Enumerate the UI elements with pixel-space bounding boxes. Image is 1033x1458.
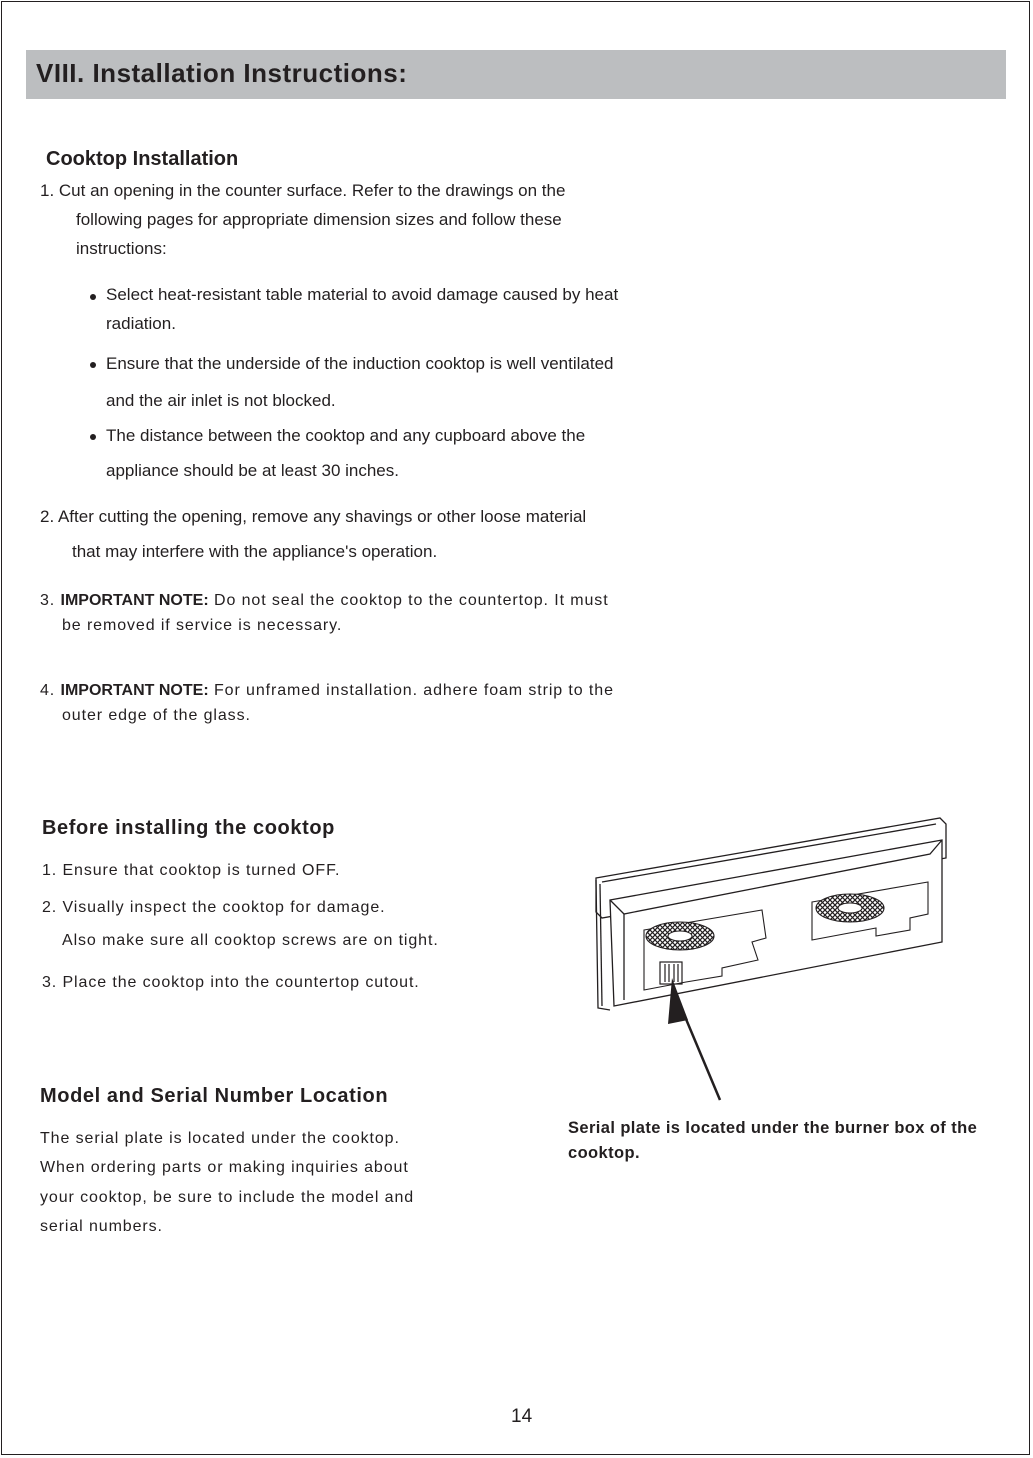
section-title: VIII. Installation Instructions: xyxy=(36,58,408,88)
before-item-3: 3. Place the cooktop into the countertop cutout. xyxy=(42,974,420,991)
step-1-line-2: following pages for appropriate dimension sizes and follow these xyxy=(76,210,562,229)
before-item-2: 2. Visually inspect the cooktop for damage. xyxy=(42,899,386,916)
cooktop-installation-heading: Cooktop Installation xyxy=(46,148,239,170)
model-serial-heading: Model and Serial Number Location xyxy=(40,1085,389,1107)
step-3-text: Do not seal the cooktop to the countertop. It must xyxy=(208,592,609,609)
bullet-icon xyxy=(90,362,96,368)
bullet-3-line-2: appliance should be at least 30 inches. xyxy=(106,461,399,480)
step-3-line-1 xyxy=(40,592,609,610)
step-3-important-label: IMPORTANT NOTE: xyxy=(60,592,209,609)
bullet-1-line-1: Select heat-resistant table material to avoid damage caused by heat xyxy=(106,285,619,304)
bullet-2-line-2: and the air inlet is not blocked. xyxy=(106,391,336,410)
step-1-line-3: instructions: xyxy=(76,239,167,258)
step-4-text: For unframed installation. adhere foam strip to the xyxy=(208,682,614,699)
step-3-number: 3. xyxy=(40,592,56,609)
cooktop-underside-illustration xyxy=(580,810,960,1110)
model-serial-line-3: your cooktop, be sure to include the model and xyxy=(40,1189,415,1206)
step-4-number: 4. xyxy=(40,682,56,699)
model-serial-line-2: When ordering parts or making inquiries about xyxy=(40,1159,409,1176)
section-header-bar xyxy=(26,50,1006,99)
before-item-2-continued: Also make sure all cooktop screws are on tight. xyxy=(62,932,439,949)
bullet-icon xyxy=(90,294,96,300)
step-4-line-2: outer edge of the glass. xyxy=(62,707,251,724)
bullet-1-line-2: radiation. xyxy=(106,314,176,333)
before-installing-heading: Before installing the cooktop xyxy=(42,817,335,839)
before-item-1: 1. Ensure that cooktop is turned OFF. xyxy=(42,862,341,879)
step-3-line-2: be removed if service is necessary. xyxy=(62,617,343,634)
model-serial-line-1: The serial plate is located under the cooktop. xyxy=(40,1130,400,1147)
step-2-line-1: 2. After cutting the opening, remove any shavings or other loose material xyxy=(40,507,587,526)
step-4-important-label: IMPORTANT NOTE: xyxy=(60,682,209,699)
bullet-icon xyxy=(90,434,96,440)
model-serial-line-4: serial numbers. xyxy=(40,1218,163,1235)
bullet-2-line-1: Ensure that the underside of the induction cooktop is well ventilated xyxy=(106,354,614,373)
pointer-arrow-icon xyxy=(668,978,720,1100)
step-1-line-1: 1. Cut an opening in the counter surface. Refer to the drawings on the xyxy=(40,181,566,200)
step-2-line-2: that may interfere with the appliance's operation. xyxy=(72,542,438,561)
bullet-3-line-1: The distance between the cooktop and any cupboard above the xyxy=(106,426,586,445)
step-4-line-1 xyxy=(40,682,614,700)
figure-caption: Serial plate is located under the burner box of the cooktop. xyxy=(568,1119,978,1162)
page-number: 14 xyxy=(511,1406,533,1427)
